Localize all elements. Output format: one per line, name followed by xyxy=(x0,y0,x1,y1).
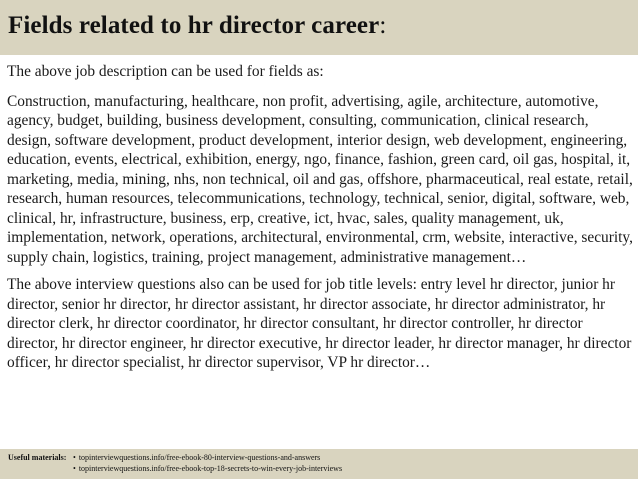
content-body xyxy=(7,62,633,381)
footer-row-2 xyxy=(8,463,630,474)
footer-link-2[interactable]: topinterviewquestions.info/free-ebook-top-18-secrets-to-win-every-job-interviews xyxy=(78,464,343,473)
page-title-colon: : xyxy=(379,12,387,39)
fields-paragraph: Construction, manufacturing, healthcare, non profit, advertising, agile, architecture, automotive, agency, budget, building, business development, consulting, communication, clinical research, design, software development, product development, interior design, web development, engineering, education, events, electrical, exhibition, energy, ngo, finance, fashion, green card, oil gas, hospital, it, marketing, media, mining, nhs, non technical, oil and gas, offshore, pharmaceutical, real estate, retail, research, human resources, telecommunications, technology, technical, senior, digital, software, web, clinical, hr, infrastructure, business, erp, creative, ict, hvac, sales, quality management, uk, implementation, network, operations, architectural, environmental, crm, website, interactive, security, supply chain, logistics, training, project management, administrative management… xyxy=(7,92,633,266)
footer-bar xyxy=(0,449,638,479)
bullet-icon: • xyxy=(73,464,76,473)
title-bar xyxy=(0,0,638,55)
footer-label-spacer xyxy=(8,463,73,474)
levels-paragraph: The above interview questions also can be used for job title levels: entry level hr director, junior hr director, senior hr director, hr director assistant, hr director associate, hr director administrator, hr director clerk, hr director coordinator, hr director consultant, hr director controller, hr director director, hr director engineer, hr director executive, hr director leader, hr director manager, hr director officer, hr director specialist, hr director supervisor, VP hr director… xyxy=(7,276,632,371)
footer-row-1 xyxy=(8,452,630,463)
intro-paragraph: The above job description can be used for fields as: xyxy=(7,63,324,80)
page-title-text: Fields related to hr director career xyxy=(8,12,380,39)
footer-link-1[interactable]: topinterviewquestions.info/free-ebook-80-interview-questions-and-answers xyxy=(78,453,321,462)
bullet-icon: • xyxy=(73,453,76,462)
page-title xyxy=(8,12,630,40)
footer-label: Useful materials: xyxy=(8,453,67,462)
